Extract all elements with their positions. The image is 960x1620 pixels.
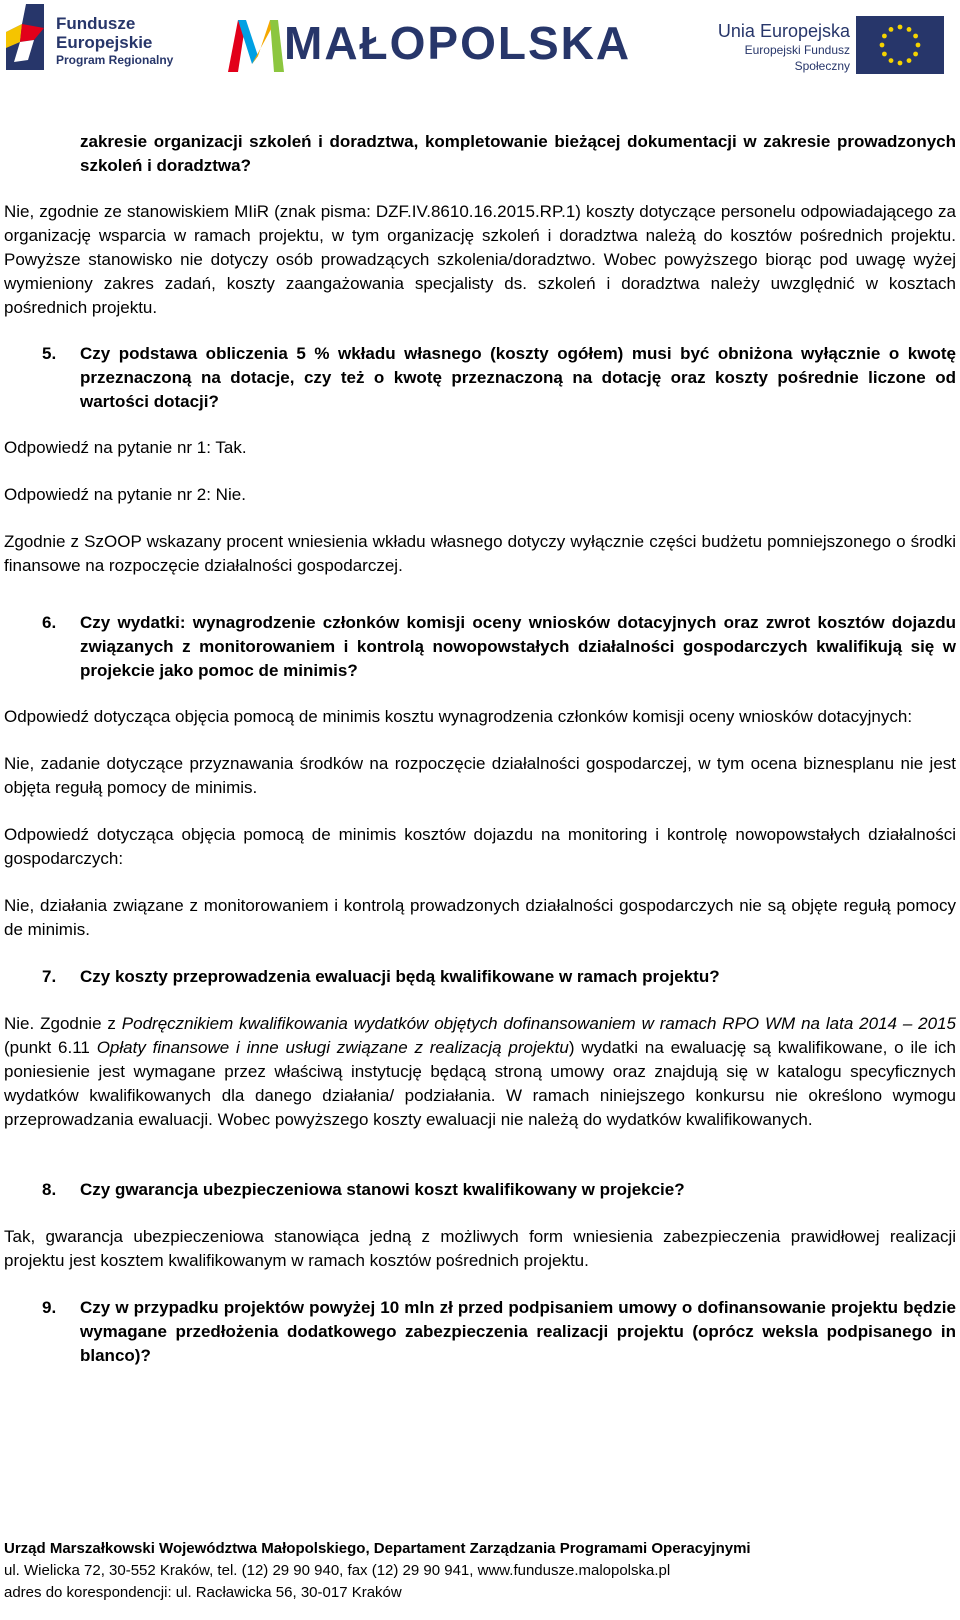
q7-answer-title-italic: Podręcznikiem kwalifikowania wydatków objętych dofinansowaniem w ramach RPO WM na lata 2014 – 2015 <box>121 1014 956 1033</box>
question-5-number: 5. <box>42 344 57 363</box>
answer-paragraph: Odpowiedź dotycząca objęcia pomocą de minimis kosztu wynagrodzenia członków komisji oceny wniosków dotacyjnych: <box>4 707 913 726</box>
question-8 <box>4 1178 956 1202</box>
question-7 <box>4 965 956 989</box>
q7-answer-part-5: ) wydatki na ewaluację są kwalifikowane, o ile ich poniesienie jest wymagane przez właściwą instytucję będącą stroną umowy oraz znajdują się w katalogu specyficznych wydatków kwalifikowanych dla danego działania/ podziałania. W ramach niniejszego konkursu nie określono wymogu przeprowadzania ewaluacji. Wobec powyższego koszty ewaluacji nie należą do wydatków kwalifikowanych. <box>4 1038 956 1129</box>
fundusze-europejskie-logo <box>4 2 184 74</box>
fe-subtitle: Program Regionalny <box>56 53 174 67</box>
q7-answer-section-italic: Opłaty finansowe i inne usługi związane z realizacją projektu <box>96 1038 569 1057</box>
q7-answer-part-1: Nie. Zgodnie z <box>4 1014 122 1033</box>
malopolska-m-icon <box>228 16 284 72</box>
answer-paragraph: Odpowiedź na pytanie nr 1: Tak. <box>4 438 247 457</box>
fe-title-2: Europejskie <box>56 33 153 52</box>
q7-answer-part-3: (punkt 6.11 <box>4 1038 97 1057</box>
question-9-text: Czy w przypadku projektów powyżej 10 mln zł przed podpisaniem umowy o dofinansowanie projektu będzie wymagane przedłożenia dodatkowego zabezpieczenia realizacji projektu (oprócz weksla podpisanego in blanco)? <box>80 1298 956 1365</box>
answer-paragraph: Nie, zadanie dotyczące przyznawania środków na rozpoczęcie działalności gospodarczej, w tym ocena biznesplanu nie jest objęta regułą pomocy de minimis. <box>4 754 956 797</box>
answer-paragraph: Nie, działania związane z monitorowaniem i kontrolą prowadzonych działalności gospodarczych nie są objęte regułą pomocy de minimis. <box>4 896 956 939</box>
fe-logo-text <box>56 14 173 68</box>
question-6 <box>4 611 956 683</box>
fe-star-icon <box>4 2 50 72</box>
question-7-text: Czy koszty przeprowadzenia ewaluacji będą kwalifikowane w ramach projektu? <box>80 967 720 986</box>
answer-paragraph: Tak, gwarancja ubezpieczeniowa stanowiąca jedną z możliwych form wniesienia zabezpieczenia prawidłowej realizacji projektu jest kosztem kwalifikowanym w ramach kosztów pośrednich projektu. <box>4 1227 956 1270</box>
eu-title: Unia Europejska <box>717 21 850 41</box>
question-9-number: 9. <box>42 1298 57 1317</box>
malopolska-wordmark: MAŁOPOLSKA <box>284 17 632 69</box>
eu-subtitle: Europejski Fundusz Społeczny <box>744 43 850 73</box>
footer-address: ul. Wielicka 72, 30-552 Kraków, tel. (12) 29 90 940, fax (12) 29 90 941, www.fundusze.malopolska.pl <box>4 1562 671 1579</box>
page-footer <box>4 1538 956 1604</box>
malopolska-logo <box>228 14 632 74</box>
answer-paragraph <box>4 1012 956 1132</box>
question-8-text: Czy gwarancja ubezpieczeniowa stanowi koszt kwalifikowany w projekcie? <box>80 1180 685 1199</box>
answer-paragraph: Odpowiedź na pytanie nr 2: Nie. <box>4 485 246 504</box>
footer-correspondence: adres do korespondencji: ul. Racławicka 56, 30-017 Kraków <box>4 1584 402 1601</box>
unia-europejska-logo <box>686 16 956 76</box>
answer-paragraph: Nie, zgodnie ze stanowiskiem MIiR (znak pisma: DZF.IV.8610.16.2015.RP.1) koszty dotyczące personelu odpowiadającego za organizację wsparcia w ramach projektu, w tym organizację szkoleń i doradztwa należą do kosztów pośrednich projektu. Powyższe stanowisko nie dotyczy osób prowadzących szkolenia/doradztwo. Wobec powyższego biorąc pod uwagę wyżej wymieniony zakres zadań, koszty zaangażowania specjalisty ds. szkoleń i doradztwa należy uwzględnić w kosztach pośrednich projektu. <box>4 202 956 317</box>
answer-paragraph: Zgodnie z SzOOP wskazany procent wniesienia wkładu własnego dotyczy wyłącznie części budżetu pomniejszonego o środki finansowe na rozpoczęcie działalności gospodarczej. <box>4 532 956 575</box>
fe-title-1: Fundusze <box>56 14 136 33</box>
question-7-number: 7. <box>42 967 57 986</box>
page-header <box>0 0 960 80</box>
document-body <box>4 130 956 1368</box>
question-9 <box>4 1296 956 1368</box>
footer-institution: Urząd Marszałkowski Województwa Małopolskiego, Departament Zarządzania Programami Operacyjnymi <box>4 1540 751 1557</box>
answer-paragraph: Odpowiedź dotycząca objęcia pomocą de minimis kosztów dojazdu na monitoring i kontrolę nowopowstałych działalności gospodarczych: <box>4 825 956 868</box>
question-5-text: Czy podstawa obliczenia 5 % wkładu własnego (koszty ogółem) musi być obniżona wyłącznie o kwotę przeznaczoną na dotacje, czy też o kwotę przeznaczoną na dotację oraz koszty pośrednie liczone od wartości dotacji? <box>80 344 956 411</box>
question-continued-text: zakresie organizacji szkoleń i doradztwa, kompletowanie bieżącej dokumentacji w zakresie prowadzonych szkoleń i doradztwa? <box>80 132 956 175</box>
question-continued <box>4 130 956 178</box>
question-6-text: Czy wydatki: wynagrodzenie członków komisji oceny wniosków dotacyjnych oraz zwrot kosztów dojazdu związanych z monitorowaniem i kontrolą nowopowstałych działalności gospodarczych kwalifikują się w projekcie jako pomoc de minimis? <box>80 613 956 680</box>
eu-logo-text <box>686 20 850 74</box>
question-6-number: 6. <box>42 613 57 632</box>
question-5 <box>4 342 956 414</box>
eu-flag-icon <box>856 16 944 74</box>
question-8-number: 8. <box>42 1180 57 1199</box>
